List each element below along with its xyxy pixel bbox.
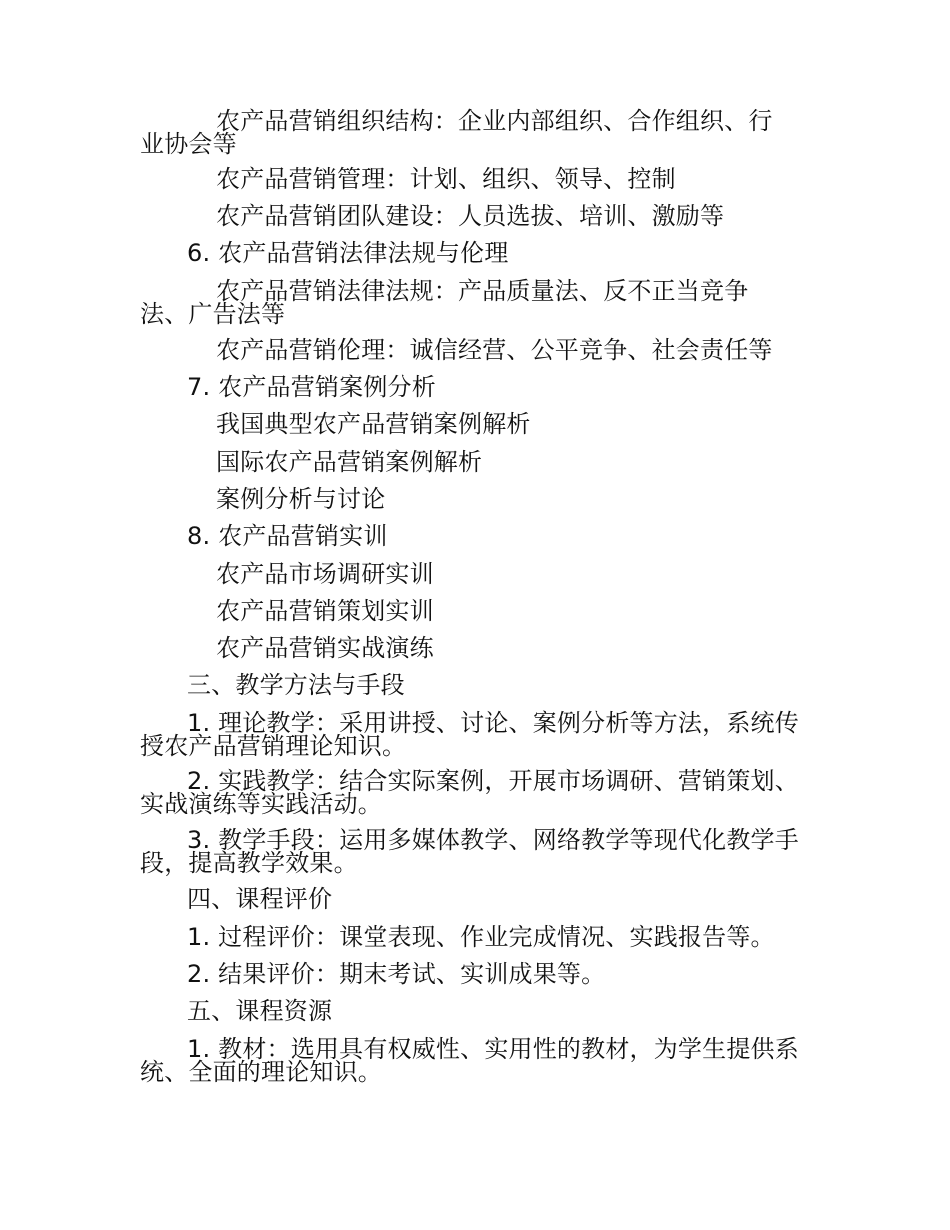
text-line: 农产品营销伦理：诚信经营、公平竞争、社会责任等 xyxy=(216,336,773,364)
text-line: 法、广告法等 xyxy=(140,300,286,328)
text-line: 段，提高教学效果。 xyxy=(140,849,358,877)
text-line: 农产品营销组织结构：企业内部组织、合作组织、行 xyxy=(216,107,773,135)
text-line: 农产品营销管理：计划、组织、领导、控制 xyxy=(216,165,676,193)
section-heading: 6. 农产品营销法律法规与伦理 xyxy=(187,239,509,267)
section-heading: 8. 农产品营销实训 xyxy=(187,522,388,550)
text-line: 国际农产品营销案例解析 xyxy=(216,448,483,476)
text-line: 业协会等 xyxy=(140,130,237,158)
chapter-heading: 五、课程资源 xyxy=(187,997,333,1025)
text-line: 案例分析与讨论 xyxy=(216,485,386,513)
text-line: 农产品营销策划实训 xyxy=(216,597,434,625)
chapter-heading: 四、课程评价 xyxy=(187,885,333,913)
text-line: 1. 过程评价：课堂表现、作业完成情况、实践报告等。 xyxy=(187,923,775,951)
text-line: 农产品市场调研实训 xyxy=(216,560,434,588)
text-line: 实战演练等实践活动。 xyxy=(140,790,382,818)
text-line: 授农产品营销理论知识。 xyxy=(140,732,407,760)
text-line: 1. 教材：选用具有权威性、实用性的教材，为学生提供系 xyxy=(187,1035,799,1063)
chapter-heading: 三、教学方法与手段 xyxy=(187,671,405,699)
text-line: 2. 结果评价：期末考试、实训成果等。 xyxy=(187,960,606,988)
text-line: 我国典型农产品营销案例解析 xyxy=(216,410,531,438)
text-line: 农产品营销实战演练 xyxy=(216,634,434,662)
text-line: 3. 教学手段：运用多媒体教学、网络教学等现代化教学手 xyxy=(187,826,799,854)
section-heading: 7. 农产品营销案例分析 xyxy=(187,373,436,401)
text-line: 农产品营销团队建设：人员选拔、培训、激励等 xyxy=(216,202,725,230)
text-line: 2. 实践教学：结合实际案例，开展市场调研、营销策划、 xyxy=(187,767,799,795)
text-line: 1. 理论教学：采用讲授、讨论、案例分析等方法，系统传 xyxy=(187,709,799,737)
text-line: 农产品营销法律法规：产品质量法、反不正当竞争 xyxy=(216,277,749,305)
text-line: 统、全面的理论知识。 xyxy=(140,1058,382,1086)
